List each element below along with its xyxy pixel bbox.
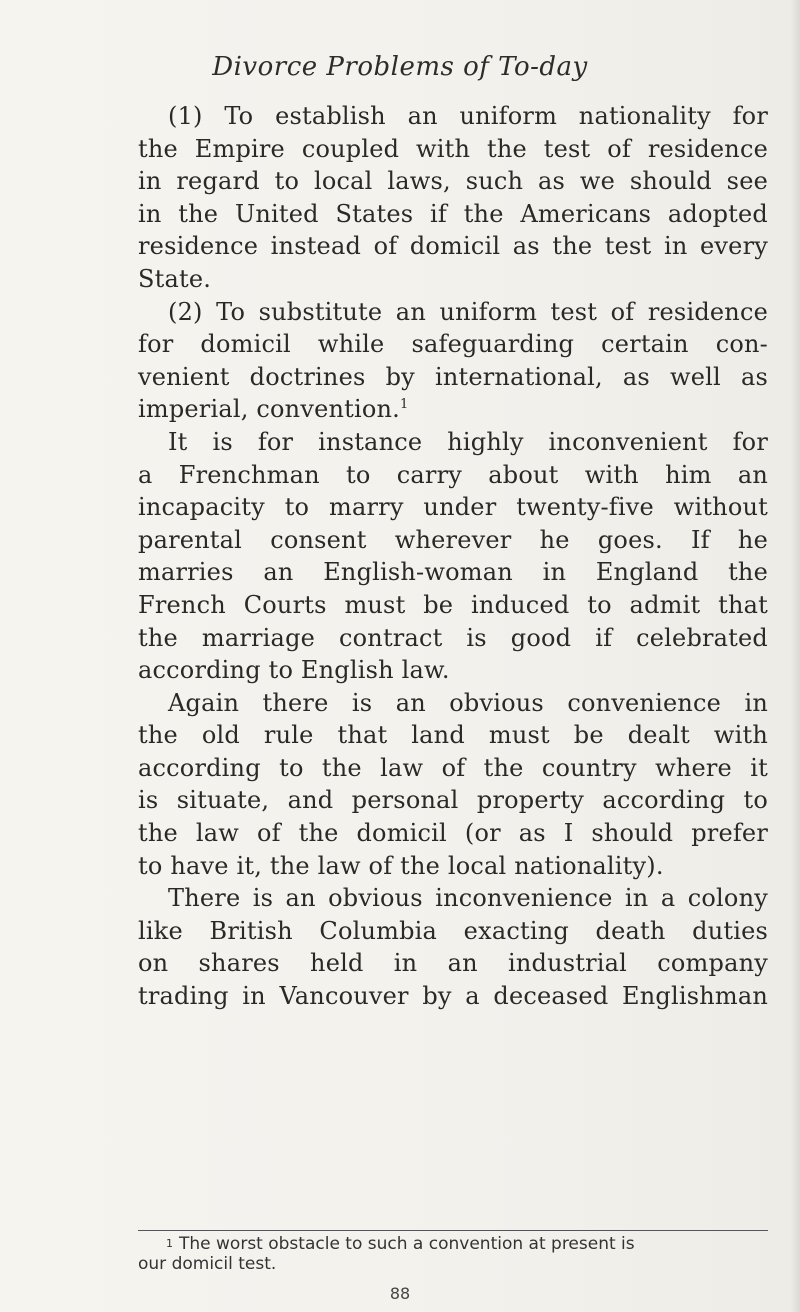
footnote-reference: 1 bbox=[400, 397, 409, 413]
footnote-mark: 1 bbox=[166, 1237, 173, 1250]
text-line: a Frenchman to carry about with him an bbox=[138, 460, 768, 489]
paragraph-3 bbox=[138, 426, 768, 687]
text-line-with-footnote bbox=[138, 393, 768, 426]
running-head: Divorce Problems of To-day bbox=[212, 52, 588, 82]
text-line: to have it, the law of the local nationality). bbox=[138, 851, 664, 880]
text-line: in the United States if the Americans adopted bbox=[138, 199, 768, 228]
text-line: according to English law. bbox=[138, 656, 450, 685]
text-line: imperial, convention. bbox=[138, 395, 401, 424]
text-line: It is for instance highly inconvenient for bbox=[168, 427, 768, 456]
text-line: parental consent wherever he goes. If he bbox=[138, 525, 768, 554]
text-line: for domicil while safeguarding certain con- bbox=[138, 330, 768, 359]
text-line: is situate, and personal property according to bbox=[138, 786, 768, 815]
text-line: incapacity to marry under twenty-five without bbox=[138, 493, 768, 522]
paragraph-2 bbox=[138, 296, 768, 426]
text-line: Again there is an obvious convenience in bbox=[168, 688, 768, 717]
text-line: trading in Vancouver by a deceased Englishman bbox=[138, 982, 768, 1011]
text-line: marries an English-woman in England the bbox=[138, 558, 768, 587]
page-number: 88 bbox=[389, 1284, 411, 1303]
footnote-text: The worst obstacle to such a convention at present is bbox=[179, 1234, 635, 1254]
text-line: on shares held in an industrial company bbox=[138, 949, 768, 978]
text-line: the Empire coupled with the test of residence bbox=[138, 134, 768, 163]
text-line: according to the law of the country where it bbox=[138, 753, 768, 782]
paragraph-5 bbox=[138, 882, 768, 1012]
footnote-divider bbox=[138, 1230, 768, 1231]
text-line: the marriage contract is good if celebrated bbox=[138, 623, 768, 652]
footnote-line bbox=[138, 1234, 768, 1254]
page-edge-shadow bbox=[790, 0, 800, 1312]
text-line: in regard to local laws, such as we should see bbox=[138, 167, 768, 196]
paragraph-4 bbox=[138, 687, 768, 883]
text-line: the old rule that land must be dealt with bbox=[138, 721, 768, 750]
text-line: venient doctrines by international, as well as bbox=[138, 362, 768, 391]
footnote bbox=[138, 1234, 768, 1274]
text-line: State. bbox=[138, 264, 212, 293]
text-line: like British Columbia exacting death duties bbox=[138, 916, 768, 945]
text-line: (2) To substitute an uniform test of residence bbox=[168, 297, 768, 326]
text-line: the law of the domicil (or as I should prefer bbox=[138, 819, 768, 848]
paragraph-1 bbox=[138, 100, 768, 296]
text-line: There is an obvious inconvenience in a colony bbox=[168, 884, 768, 913]
footnote-line: our domicil test. bbox=[138, 1254, 277, 1274]
text-line: French Courts must be induced to admit that bbox=[138, 590, 768, 619]
body-text bbox=[138, 100, 768, 1013]
text-line: residence instead of domicil as the test in every bbox=[138, 232, 768, 261]
text-line: (1) To establish an uniform nationality for bbox=[168, 102, 768, 130]
